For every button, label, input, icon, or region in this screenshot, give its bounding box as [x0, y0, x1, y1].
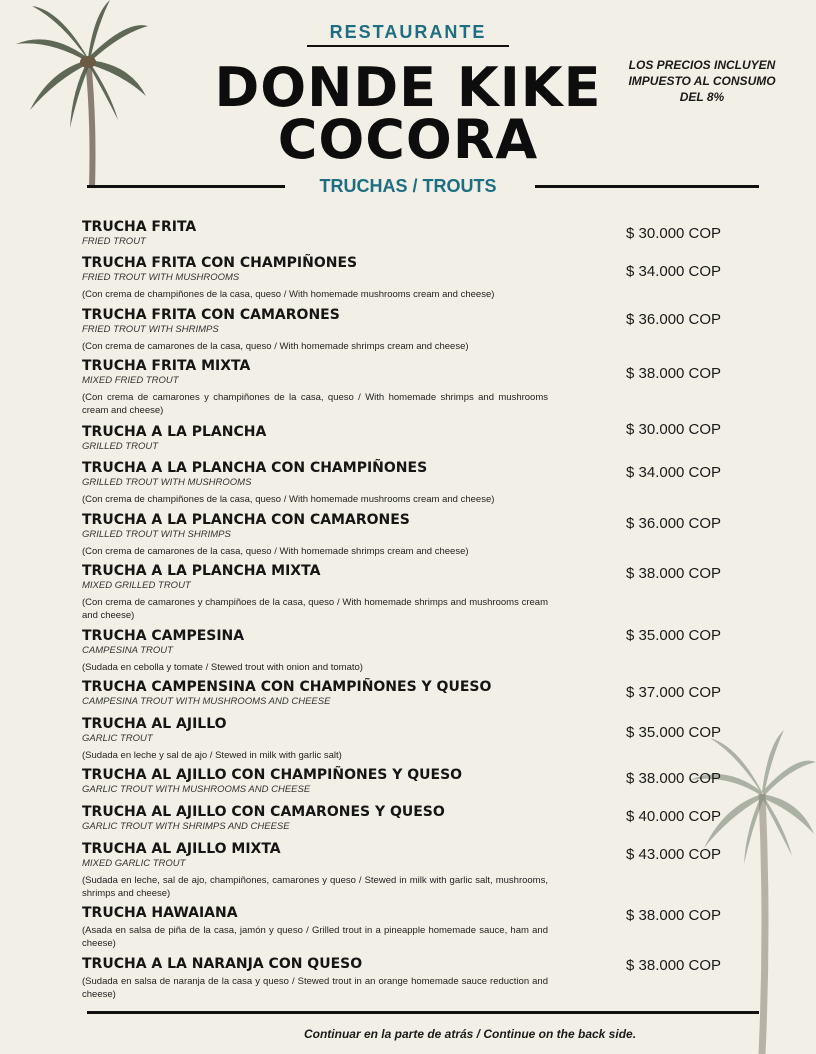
- footer-note: Continuar en la parte de atrás / Continue on the back side.: [303, 1027, 637, 1041]
- item-description: (Con crema de champiñones de la casa, queso / With homemade mushrooms cream and cheese): [82, 289, 495, 300]
- item-description: (Sudada en leche y sal de ajo / Stewed in milk with garlic salt): [82, 750, 342, 761]
- item-price: $ 35.000 COP: [626, 627, 722, 644]
- item-price: $ 37.000 COP: [626, 684, 722, 701]
- item-price: $ 38.000 COP: [626, 365, 722, 382]
- item-price: $ 38.000 COP: [626, 907, 722, 924]
- menu-item: [82, 804, 742, 833]
- menu-item: [82, 767, 742, 796]
- menu-item: [82, 716, 742, 762]
- item-description: (Sudada en cebolla y tomate / Stewed trout with onion and tomato): [82, 662, 363, 673]
- item-subtitle: FRIED TROUT WITH SHRIMPS: [82, 324, 219, 335]
- menu-item: [82, 956, 742, 1001]
- footer-divider: [87, 1011, 759, 1014]
- restaurant-title-line1: DONDE KIKE: [214, 56, 602, 119]
- item-name: TRUCHA AL AJILLO CON CAMARONES Y QUESO: [82, 804, 445, 820]
- menu-item: [82, 255, 742, 301]
- item-description: (Sudada en salsa de naranja de la casa y queso / Stewed trout in an orange homemade sauce reduction and cheese): [82, 976, 548, 1000]
- eyebrow-label: RESTAURANTE: [329, 22, 487, 42]
- item-name: TRUCHA FRITA MIXTA: [82, 358, 251, 374]
- menu-item: [82, 307, 742, 353]
- menu-item: [82, 219, 742, 248]
- item-subtitle: GRILLED TROUT WITH SHRIMPS: [82, 529, 231, 540]
- menu-item: [82, 460, 742, 506]
- menu-item: [82, 905, 742, 950]
- item-name: TRUCHA AL AJILLO MIXTA: [82, 841, 281, 857]
- item-subtitle: GARLIC TROUT WITH MUSHROOMS AND CHEESE: [82, 784, 311, 795]
- item-description: (Asada en salsa de piña de la casa, jamón y queso / Grilled trout in a pineapple homemade sauce, ham and cheese): [82, 925, 548, 949]
- item-name: TRUCHA AL AJILLO CON CHAMPIÑONES Y QUESO: [82, 767, 463, 783]
- menu-item: [82, 512, 742, 558]
- item-subtitle: CAMPESINA TROUT WITH MUSHROOMS AND CHEESE: [82, 696, 331, 707]
- item-price: $ 30.000 COP: [626, 225, 722, 242]
- item-name: TRUCHA HAWAIANA: [82, 905, 238, 921]
- item-description: (Con crema de camarones y champiñones de la casa, queso / With homemade shrimps and mushrooms cream and cheese): [82, 392, 548, 416]
- item-name: TRUCHA CAMPESINA: [82, 628, 245, 644]
- item-price: $ 43.000 COP: [626, 846, 722, 863]
- item-subtitle: MIXED GARLIC TROUT: [82, 858, 186, 869]
- restaurant-title-line2: COCORA: [277, 108, 539, 171]
- menu-item: [82, 421, 742, 453]
- item-price: $ 40.000 COP: [626, 808, 722, 825]
- item-price: $ 35.000 COP: [626, 724, 722, 741]
- item-price: $ 38.000 COP: [626, 770, 722, 787]
- item-name: TRUCHA A LA PLANCHA CON CHAMPIÑONES: [82, 460, 428, 476]
- item-description: (Con crema de camarones de la casa, queso / With homemade shrimps cream and cheese): [82, 546, 469, 557]
- item-name: TRUCHA FRITA CON CAMARONES: [82, 307, 340, 323]
- item-subtitle: FRIED TROUT: [82, 236, 146, 247]
- tax-note: LOS PRECIOS INCLUYEN IMPUESTO AL CONSUMO DEL 8%: [628, 58, 776, 105]
- item-subtitle: GRILLED TROUT: [82, 441, 159, 452]
- item-price: $ 30.000 COP: [626, 421, 722, 438]
- item-name: TRUCHA CAMPENSINA CON CHAMPIÑONES Y QUESO: [82, 679, 492, 695]
- item-price: $ 38.000 COP: [626, 957, 722, 974]
- item-price: $ 36.000 COP: [626, 311, 722, 328]
- item-name: TRUCHA FRITA CON CHAMPIÑONES: [82, 255, 358, 271]
- item-subtitle: FRIED TROUT WITH MUSHROOMS: [82, 272, 240, 283]
- item-price: $ 34.000 COP: [626, 263, 722, 280]
- item-description: (Con crema de champiñones de la casa, queso / With homemade mushrooms cream and cheese): [82, 494, 495, 505]
- item-description: (Con crema de camarones y champiñoes de la casa, queso / With homemade shrimps and mushrooms cream and cheese): [82, 597, 548, 621]
- item-subtitle: GRILLED TROUT WITH MUSHROOMS: [82, 477, 252, 488]
- menu-item: [82, 628, 742, 674]
- item-subtitle: GARLIC TROUT WITH SHRIMPS AND CHEESE: [82, 821, 290, 832]
- section-title: TRUCHAS / TROUTS: [319, 176, 497, 196]
- menu-item: [82, 841, 742, 900]
- item-subtitle: MIXED FRIED TROUT: [82, 375, 179, 386]
- menu-item: [82, 358, 742, 417]
- item-name: TRUCHA A LA NARANJA CON QUESO: [82, 956, 363, 972]
- menu-item: [82, 563, 742, 622]
- item-price: $ 34.000 COP: [626, 464, 722, 481]
- item-name: TRUCHA FRITA: [82, 219, 197, 235]
- item-subtitle: CAMPESINA TROUT: [82, 645, 173, 656]
- item-price: $ 38.000 COP: [626, 565, 722, 582]
- item-name: TRUCHA A LA PLANCHA CON CAMARONES: [82, 512, 410, 528]
- menu-item: [82, 679, 742, 708]
- item-name: TRUCHA AL AJILLO: [82, 716, 227, 732]
- item-name: TRUCHA A LA PLANCHA MIXTA: [82, 563, 321, 579]
- item-name: TRUCHA A LA PLANCHA: [82, 424, 267, 440]
- item-subtitle: GARLIC TROUT: [82, 733, 153, 744]
- item-description: (Sudada en leche, sal de ajo, champiñones, camarones y queso / Stewed in milk with garlic salt, mushrooms, shrimps and cheese): [82, 875, 548, 899]
- item-subtitle: MIXED GRILLED TROUT: [82, 580, 191, 591]
- item-price: $ 36.000 COP: [626, 515, 722, 532]
- item-description: (Con crema de camarones de la casa, queso / With homemade shrimps cream and cheese): [82, 341, 469, 352]
